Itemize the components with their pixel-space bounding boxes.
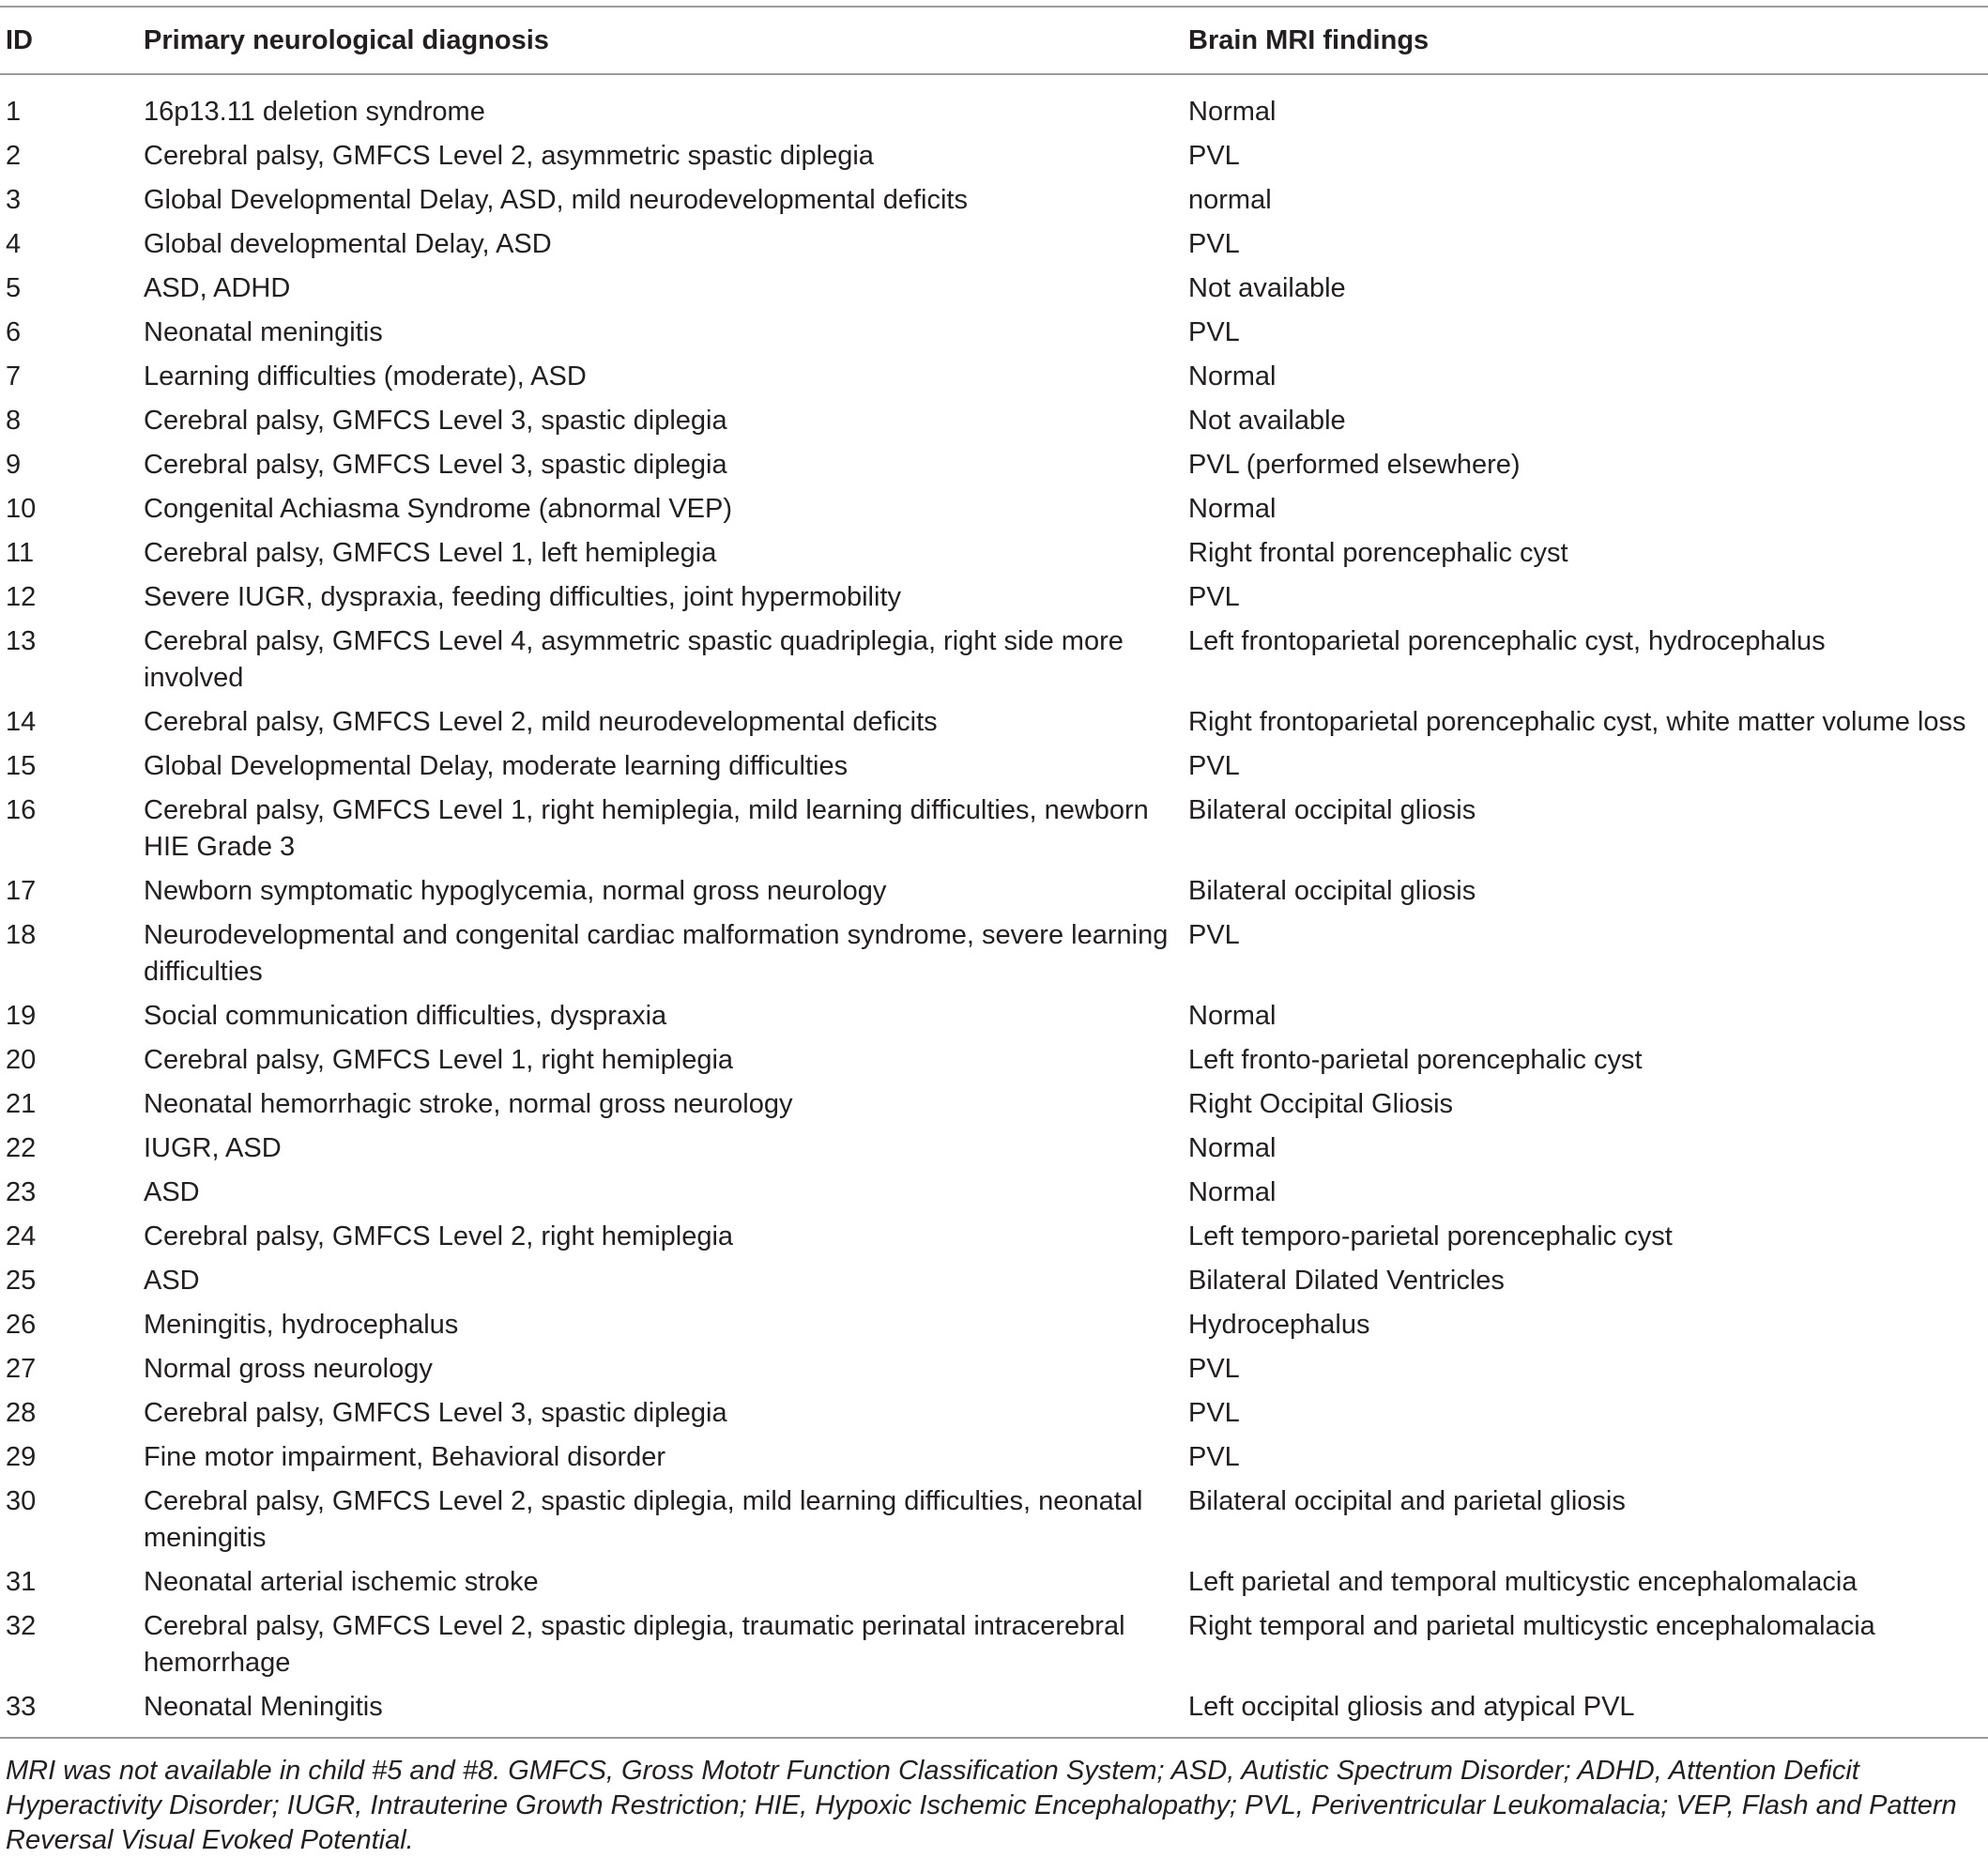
table-row xyxy=(0,74,1988,134)
table-row xyxy=(0,1259,1988,1303)
cell-id: 29 xyxy=(6,1442,37,1472)
cell-diagnosis: IUGR, ASD xyxy=(144,1133,282,1163)
cell-mri: Bilateral occipital and parietal gliosis xyxy=(1188,1486,1626,1516)
cell-diagnosis: Learning difficulties (moderate), ASD xyxy=(144,361,587,392)
table-row xyxy=(0,1605,1988,1685)
cell-mri: Left parietal and temporal multicystic encephalomalacia xyxy=(1188,1567,1858,1597)
cell-diagnosis: Cerebral palsy, GMFCS Level 2, right hemiplegia xyxy=(144,1221,734,1251)
cell-diagnosis: Fine motor impairment, Behavioral disorder xyxy=(144,1442,666,1472)
table-row xyxy=(0,1560,1988,1605)
cell-mri: Left frontoparietal porencephalic cyst, hydrocephalus xyxy=(1188,626,1826,656)
cell-diagnosis: ASD, ADHD xyxy=(144,273,291,303)
cell-id: 21 xyxy=(6,1089,37,1119)
cell-id: 7 xyxy=(6,361,22,392)
cell-id: 12 xyxy=(6,582,37,612)
cell-diagnosis: Cerebral palsy, GMFCS Level 2, mild neurodevelopmental deficits xyxy=(144,707,938,737)
cell-id: 9 xyxy=(6,450,22,480)
cell-mri: Normal xyxy=(1188,1001,1277,1031)
cell-mri: Normal xyxy=(1188,1133,1277,1163)
table-row xyxy=(0,1083,1988,1127)
table-row xyxy=(0,531,1988,576)
cell-id: 17 xyxy=(6,876,37,906)
cell-id: 18 xyxy=(6,920,37,950)
cell-id: 28 xyxy=(6,1398,37,1428)
cell-diagnosis: Neonatal hemorrhagic stroke, normal gross neurology xyxy=(144,1089,793,1119)
cell-diagnosis: Congenital Achiasma Syndrome (abnormal VEP) xyxy=(144,494,733,524)
cell-diagnosis: Neonatal arterial ischemic stroke xyxy=(144,1567,539,1597)
cell-mri: PVL xyxy=(1188,1354,1240,1384)
cell-mri: PVL xyxy=(1188,751,1240,781)
cell-diagnosis: Neurodevelopmental and congenital cardiac malformation syndrome, severe learning difficulties xyxy=(144,920,1169,987)
cell-diagnosis: Normal gross neurology xyxy=(144,1354,433,1384)
cell-id: 32 xyxy=(6,1611,37,1641)
cell-id: 15 xyxy=(6,751,37,781)
cell-id: 30 xyxy=(6,1486,37,1516)
cell-mri: Not available xyxy=(1188,273,1346,303)
cell-diagnosis: Cerebral palsy, GMFCS Level 3, spastic diplegia xyxy=(144,1398,727,1428)
table-row xyxy=(0,914,1988,994)
table-row xyxy=(0,223,1988,267)
cell-diagnosis: Cerebral palsy, GMFCS Level 2, spastic diplegia, traumatic perinatal intracerebral hemorrhage xyxy=(144,1611,1125,1678)
cell-id: 1 xyxy=(6,97,22,127)
cell-id: 3 xyxy=(6,185,22,215)
table-row xyxy=(0,443,1988,487)
cell-id: 10 xyxy=(6,494,37,524)
table-row xyxy=(0,134,1988,178)
cell-diagnosis: ASD xyxy=(144,1266,200,1296)
cell-diagnosis: Global developmental Delay, ASD xyxy=(144,229,552,259)
cell-id: 4 xyxy=(6,229,22,259)
cell-id: 5 xyxy=(6,273,22,303)
cell-id: 31 xyxy=(6,1567,37,1597)
table-row xyxy=(0,1171,1988,1215)
header-row xyxy=(0,7,1988,74)
cell-id: 20 xyxy=(6,1045,37,1075)
header-id: ID xyxy=(6,24,33,55)
cell-id: 19 xyxy=(6,1001,37,1031)
cell-id: 6 xyxy=(6,317,22,347)
cell-mri: PVL (performed elsewhere) xyxy=(1188,450,1521,480)
table-row xyxy=(0,1038,1988,1083)
cell-diagnosis: 16p13.11 deletion syndrome xyxy=(144,97,485,127)
cell-mri: PVL xyxy=(1188,582,1240,612)
table-row xyxy=(0,399,1988,443)
cell-mri: Hydrocephalus xyxy=(1188,1310,1370,1340)
cell-mri: PVL xyxy=(1188,229,1240,259)
cell-diagnosis: Cerebral palsy, GMFCS Level 2, spastic diplegia, mild learning difficulties, neonatal meningitis xyxy=(144,1486,1143,1553)
cell-mri: Bilateral Dilated Ventricles xyxy=(1188,1266,1505,1296)
table-row xyxy=(0,576,1988,620)
cell-mri: Right temporal and parietal multicystic encephalomalacia xyxy=(1188,1611,1875,1641)
cell-mri: Left fronto-parietal porencephalic cyst xyxy=(1188,1045,1643,1075)
cell-id: 8 xyxy=(6,406,22,436)
cell-mri: Right Occipital Gliosis xyxy=(1188,1089,1454,1119)
cell-diagnosis: Global Developmental Delay, moderate learning difficulties xyxy=(144,751,849,781)
cell-diagnosis: Cerebral palsy, GMFCS Level 2, asymmetric spastic diplegia xyxy=(144,141,874,171)
table-row xyxy=(0,620,1988,700)
cell-id: 2 xyxy=(6,141,22,171)
cell-id: 14 xyxy=(6,707,37,737)
cell-mri: Normal xyxy=(1188,494,1277,524)
cell-diagnosis: Severe IUGR, dyspraxia, feeding difficulties, joint hypermobility xyxy=(144,582,902,612)
cell-diagnosis: Cerebral palsy, GMFCS Level 4, asymmetric spastic quadriplegia, right side more involved xyxy=(144,626,1124,693)
cell-mri: PVL xyxy=(1188,1398,1240,1428)
cell-id: 13 xyxy=(6,626,37,656)
cell-id: 22 xyxy=(6,1133,37,1163)
header-diagnosis: Primary neurological diagnosis xyxy=(144,24,549,55)
diagnosis-table xyxy=(0,6,1988,1739)
header-mri: Brain MRI findings xyxy=(1188,24,1430,55)
table-row xyxy=(0,355,1988,399)
table-row xyxy=(0,178,1988,223)
cell-id: 16 xyxy=(6,795,37,825)
cell-mri: Normal xyxy=(1188,361,1277,392)
cell-id: 27 xyxy=(6,1354,37,1384)
table-row xyxy=(0,1685,1988,1738)
cell-diagnosis: Social communication difficulties, dyspraxia xyxy=(144,1001,667,1031)
cell-diagnosis: Cerebral palsy, GMFCS Level 3, spastic diplegia xyxy=(144,406,727,436)
table-row xyxy=(0,789,1988,869)
cell-diagnosis: Cerebral palsy, GMFCS Level 1, left hemiplegia xyxy=(144,538,717,568)
table-row xyxy=(0,1215,1988,1259)
cell-id: 23 xyxy=(6,1177,37,1207)
table-row xyxy=(0,1436,1988,1480)
table-row xyxy=(0,700,1988,745)
table-header xyxy=(0,7,1988,74)
cell-mri: Left occipital gliosis and atypical PVL xyxy=(1188,1692,1635,1722)
cell-id: 11 xyxy=(6,538,35,568)
cell-mri: normal xyxy=(1188,185,1272,215)
cell-id: 25 xyxy=(6,1266,37,1296)
table-row xyxy=(0,487,1988,531)
cell-mri: Bilateral occipital gliosis xyxy=(1188,876,1476,906)
table-row xyxy=(0,1347,1988,1391)
cell-mri: Right frontoparietal porencephalic cyst, white matter volume loss xyxy=(1188,707,1966,737)
table-row xyxy=(0,1480,1988,1560)
cell-mri: Bilateral occipital gliosis xyxy=(1188,795,1476,825)
cell-mri: PVL xyxy=(1188,920,1240,950)
cell-id: 33 xyxy=(6,1692,37,1722)
cell-diagnosis: Newborn symptomatic hypoglycemia, normal gross neurology xyxy=(144,876,887,906)
cell-id: 26 xyxy=(6,1310,37,1340)
table-row xyxy=(0,1391,1988,1436)
cell-diagnosis: Global Developmental Delay, ASD, mild neurodevelopmental deficits xyxy=(144,185,968,215)
cell-mri: Normal xyxy=(1188,1177,1277,1207)
cell-mri: Not available xyxy=(1188,406,1346,436)
cell-mri: PVL xyxy=(1188,317,1240,347)
table-row xyxy=(0,1303,1988,1347)
table-row xyxy=(0,869,1988,914)
cell-diagnosis: Neonatal Meningitis xyxy=(144,1692,383,1722)
cell-mri: PVL xyxy=(1188,1442,1240,1472)
table-row xyxy=(0,311,1988,355)
table-footnote: MRI was not available in child #5 and #8. GMFCS, Gross Mototr Function Classification System; ASD, Autistic Spectrum Disorder; ADHD, Attention Deficit Hyperactivity Disorder; IUGR, Intrauterine Growth Restriction; HIE, Hypoxic Ischemic Encephalopathy; PVL, Periventricular Leukomalacia; VEP, Flash and Pattern Reversal Visual Evoked Potential. xyxy=(6,1756,1957,1855)
cell-mri: Left temporo-parietal porencephalic cyst xyxy=(1188,1221,1673,1251)
table-row xyxy=(0,994,1988,1038)
cell-mri: Right frontal porencephalic cyst xyxy=(1188,538,1568,568)
table-row xyxy=(0,745,1988,789)
cell-diagnosis: Cerebral palsy, GMFCS Level 3, spastic diplegia xyxy=(144,450,727,480)
cell-diagnosis: Cerebral palsy, GMFCS Level 1, right hemiplegia, mild learning difficulties, newborn HIE Grade 3 xyxy=(144,795,1149,862)
table-row xyxy=(0,267,1988,311)
cell-id: 24 xyxy=(6,1221,37,1251)
cell-diagnosis: ASD xyxy=(144,1177,200,1207)
table-body xyxy=(0,74,1988,1738)
cell-diagnosis: Cerebral palsy, GMFCS Level 1, right hemiplegia xyxy=(144,1045,734,1075)
cell-mri: Normal xyxy=(1188,97,1277,127)
table-row xyxy=(0,1127,1988,1171)
cell-diagnosis: Meningitis, hydrocephalus xyxy=(144,1310,459,1340)
cell-diagnosis: Neonatal meningitis xyxy=(144,317,383,347)
cell-mri: PVL xyxy=(1188,141,1240,171)
